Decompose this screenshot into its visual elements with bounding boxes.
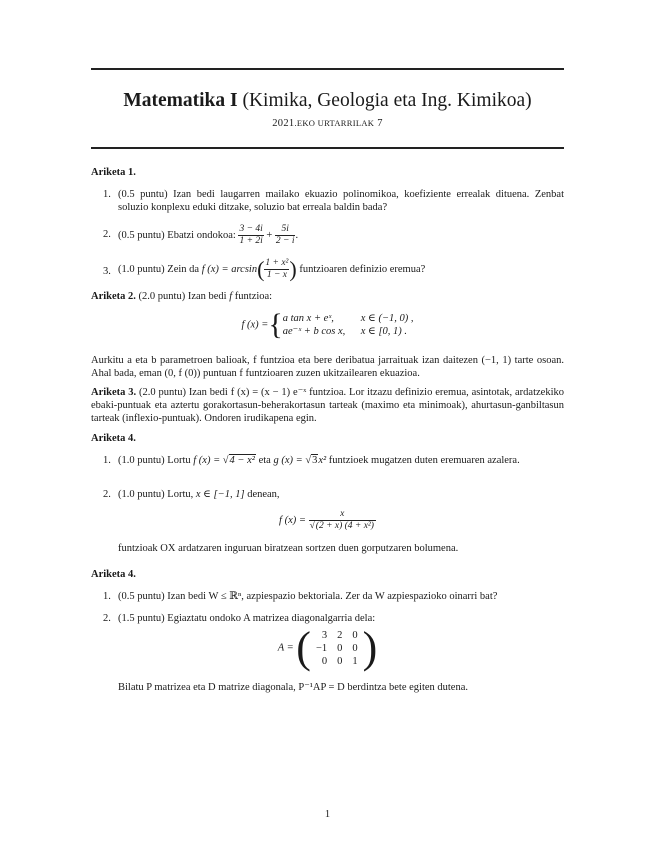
cases xyxy=(283,312,414,338)
right-paren: ) xyxy=(289,256,297,282)
date-day: 7 xyxy=(377,118,383,129)
item-text: (1.5 puntu) Egiaztatu ondoko A matrizea diagonalgarria dela: xyxy=(118,613,376,624)
ariketa4b-tail: Bilatu P matrizea eta D matrize diagonala, P⁻¹AP = D berdintza bete egiten dutena. xyxy=(118,682,469,693)
case1-domain: x ∈ (−1, 0) , xyxy=(360,313,414,324)
item-text-tail: funtzioaren definizio eremua? xyxy=(299,263,426,275)
g-label: g (x) = xyxy=(273,455,303,466)
function-label: f (x) = arcsin xyxy=(201,263,258,275)
matrix-label: A = xyxy=(277,642,294,654)
ariketa1-heading: Ariketa 1. xyxy=(91,167,136,178)
fraction-numerator: 3 − 4i xyxy=(239,224,263,234)
ariketa2-body: Aurkitu a eta b parametroen balioak, f funtzioa eta bere deribatua jarraituak izan daitezen (−1, 1) tarte osoan. Ahal bada, eman (0, f (0)) puntuan f funtzioaren zuzen ukitzailearen ekuazioa. xyxy=(91,355,564,379)
item-number: 2. xyxy=(103,613,111,624)
matrix-cell: 2 xyxy=(337,629,343,641)
date-rest: .EKO URTARRILAK xyxy=(294,118,375,128)
matrix-cell: 0 xyxy=(337,655,343,667)
fraction-1 xyxy=(238,224,263,247)
item-text: (0.5 puntu) Izan bedi laugarren mailako ekuazio polinomikoa, koefiziente errealak dituena. Zenbat soluzio konplexu eduki ditzake, soluzio bat erreala baldin bada? xyxy=(118,189,564,213)
matrix-cell: −1 xyxy=(315,642,328,654)
intro-text: (2.0 puntu) Izan bedi xyxy=(138,291,227,302)
domain: x ∈ [−1, 1] xyxy=(195,489,245,500)
text-b: funtzioek mugatzen duten eremuaren azalera. xyxy=(328,455,520,466)
bottom-rule xyxy=(91,147,564,149)
case2-expr: ae⁻ˣ + b cos x, xyxy=(282,326,346,337)
ariketa4a-heading: Ariketa 4. xyxy=(91,433,136,444)
item-text: (1.0 puntu) Lortu f (x) = √4 − x² eta g (x) = √3x² funtzioek mugatzen duten eremuaren azalera. xyxy=(118,455,520,466)
matrix-cell: 0 xyxy=(352,629,358,641)
item-line xyxy=(118,258,564,281)
item-text: (1.0 puntu) Zein da xyxy=(118,263,200,275)
function-label: f (x) = xyxy=(241,319,269,331)
case1-expr: a tan x + eˣ, xyxy=(282,313,334,324)
matrix-right-paren: ) xyxy=(362,623,378,672)
ariketa3-block xyxy=(91,386,564,425)
item-number: 2. xyxy=(103,489,111,500)
matrix-cell: 1 xyxy=(352,655,358,667)
sqrt-1: 4 − x² xyxy=(229,455,255,466)
eta-text: eta xyxy=(258,455,271,466)
intro-f: f xyxy=(229,291,233,302)
matrix-cell: 0 xyxy=(352,642,358,654)
left-paren: ( xyxy=(257,256,265,282)
ariketa2-piecewise xyxy=(91,308,564,341)
title-rest: (Kimika, Geologia eta Ing. Kimikoa) xyxy=(242,90,532,111)
case2-domain: x ∈ [0, 1) . xyxy=(360,326,408,337)
ariketa2-intro xyxy=(91,290,564,303)
text-a: (1.0 puntu) Lortu xyxy=(118,455,191,466)
page-number: 1 xyxy=(324,809,331,820)
fraction-numerator: 1 + x² xyxy=(265,258,289,268)
item-text xyxy=(118,488,564,501)
sqrt-den: (2 + x) (4 + x²) xyxy=(315,521,374,531)
matrix-cell: 0 xyxy=(337,642,343,654)
f-label: f (x) = xyxy=(193,455,221,466)
sqrt-2: 3 xyxy=(312,455,318,466)
date-year: 2021 xyxy=(272,118,295,129)
item-number: 1. xyxy=(103,455,111,466)
exam-title xyxy=(0,90,655,112)
matrix-row xyxy=(311,629,363,642)
fraction-denominator: 1 + 2i xyxy=(239,236,263,246)
matrix-left-paren: ( xyxy=(296,623,311,672)
left-brace: { xyxy=(268,308,283,341)
ariketa4a-formula xyxy=(91,509,564,532)
matrix-row xyxy=(311,655,363,668)
fraction-numerator: x xyxy=(309,509,376,521)
fraction-2 xyxy=(275,224,296,247)
matrix-row xyxy=(311,642,363,655)
intro-tail: funtzioa: xyxy=(234,291,273,302)
ariketa4a-item2-tail: funtzioak OX ardatzaren inguruan biratzean sortzen duen gorputzaren bolumena. xyxy=(118,543,459,554)
ariketa3-body: (2.0 puntu) Izan bedi f (x) = (x − 1) e⁻ˣ funtzioa. Lor itzazu definizio eremua, asintotak, ardatzekiko ebaki-puntuak eta aztertu gorakortasun-beherakortasun tarteak (maximo eta minimoak), ahurtasun-ganbiltasun tarteak (inflexio-puntuak). Ondoren irudikapena egin. xyxy=(91,387,564,424)
plus-sign: + xyxy=(266,229,273,241)
matrix-cell: 3 xyxy=(321,629,328,641)
fraction xyxy=(309,509,376,532)
fraction-denominator: √(2 + x) (4 + x²) xyxy=(309,521,374,531)
item-number: 2. xyxy=(103,229,111,240)
function-label: f (x) = xyxy=(279,514,306,526)
item-number: 1. xyxy=(103,591,111,602)
title-bold: Matematika I xyxy=(123,90,238,111)
fraction xyxy=(264,258,289,281)
fraction-denominator: 1 − x xyxy=(266,270,287,280)
item-text: (0.5 puntu) Ebatzi ondokoa: xyxy=(118,229,236,241)
ariketa2-heading: Ariketa 2. xyxy=(91,291,136,302)
matrix-block xyxy=(91,623,564,672)
item-number: 1. xyxy=(103,189,111,200)
item-number: 3. xyxy=(103,266,111,277)
top-rule xyxy=(91,68,564,70)
x-squared: x² xyxy=(318,455,327,466)
fraction-denominator: 2 − i xyxy=(275,236,295,246)
fraction-numerator: 5i xyxy=(275,224,296,236)
matrix-cell: 0 xyxy=(321,655,328,667)
ariketa4b-heading: Ariketa 4. xyxy=(91,569,136,580)
item-line: (0.5 puntu) Ebatzi ondokoa: $\frac{3 - 4i}{1 + 2i}$ + $\frac{5i}{2 - i}$ . xyxy=(118,224,299,246)
ariketa3-heading: Ariketa 3. xyxy=(91,387,137,398)
text-b: denean, xyxy=(247,489,280,500)
matrix xyxy=(311,629,363,668)
exam-date xyxy=(0,118,655,129)
text-a: (1.0 puntu) Lortu, xyxy=(118,489,194,500)
item-text: (0.5 puntu) Izan bedi W ≤ ℝⁿ, azpiespazio bektoriala. Zer da W azpiespazioko oinarri bat? xyxy=(118,591,498,602)
